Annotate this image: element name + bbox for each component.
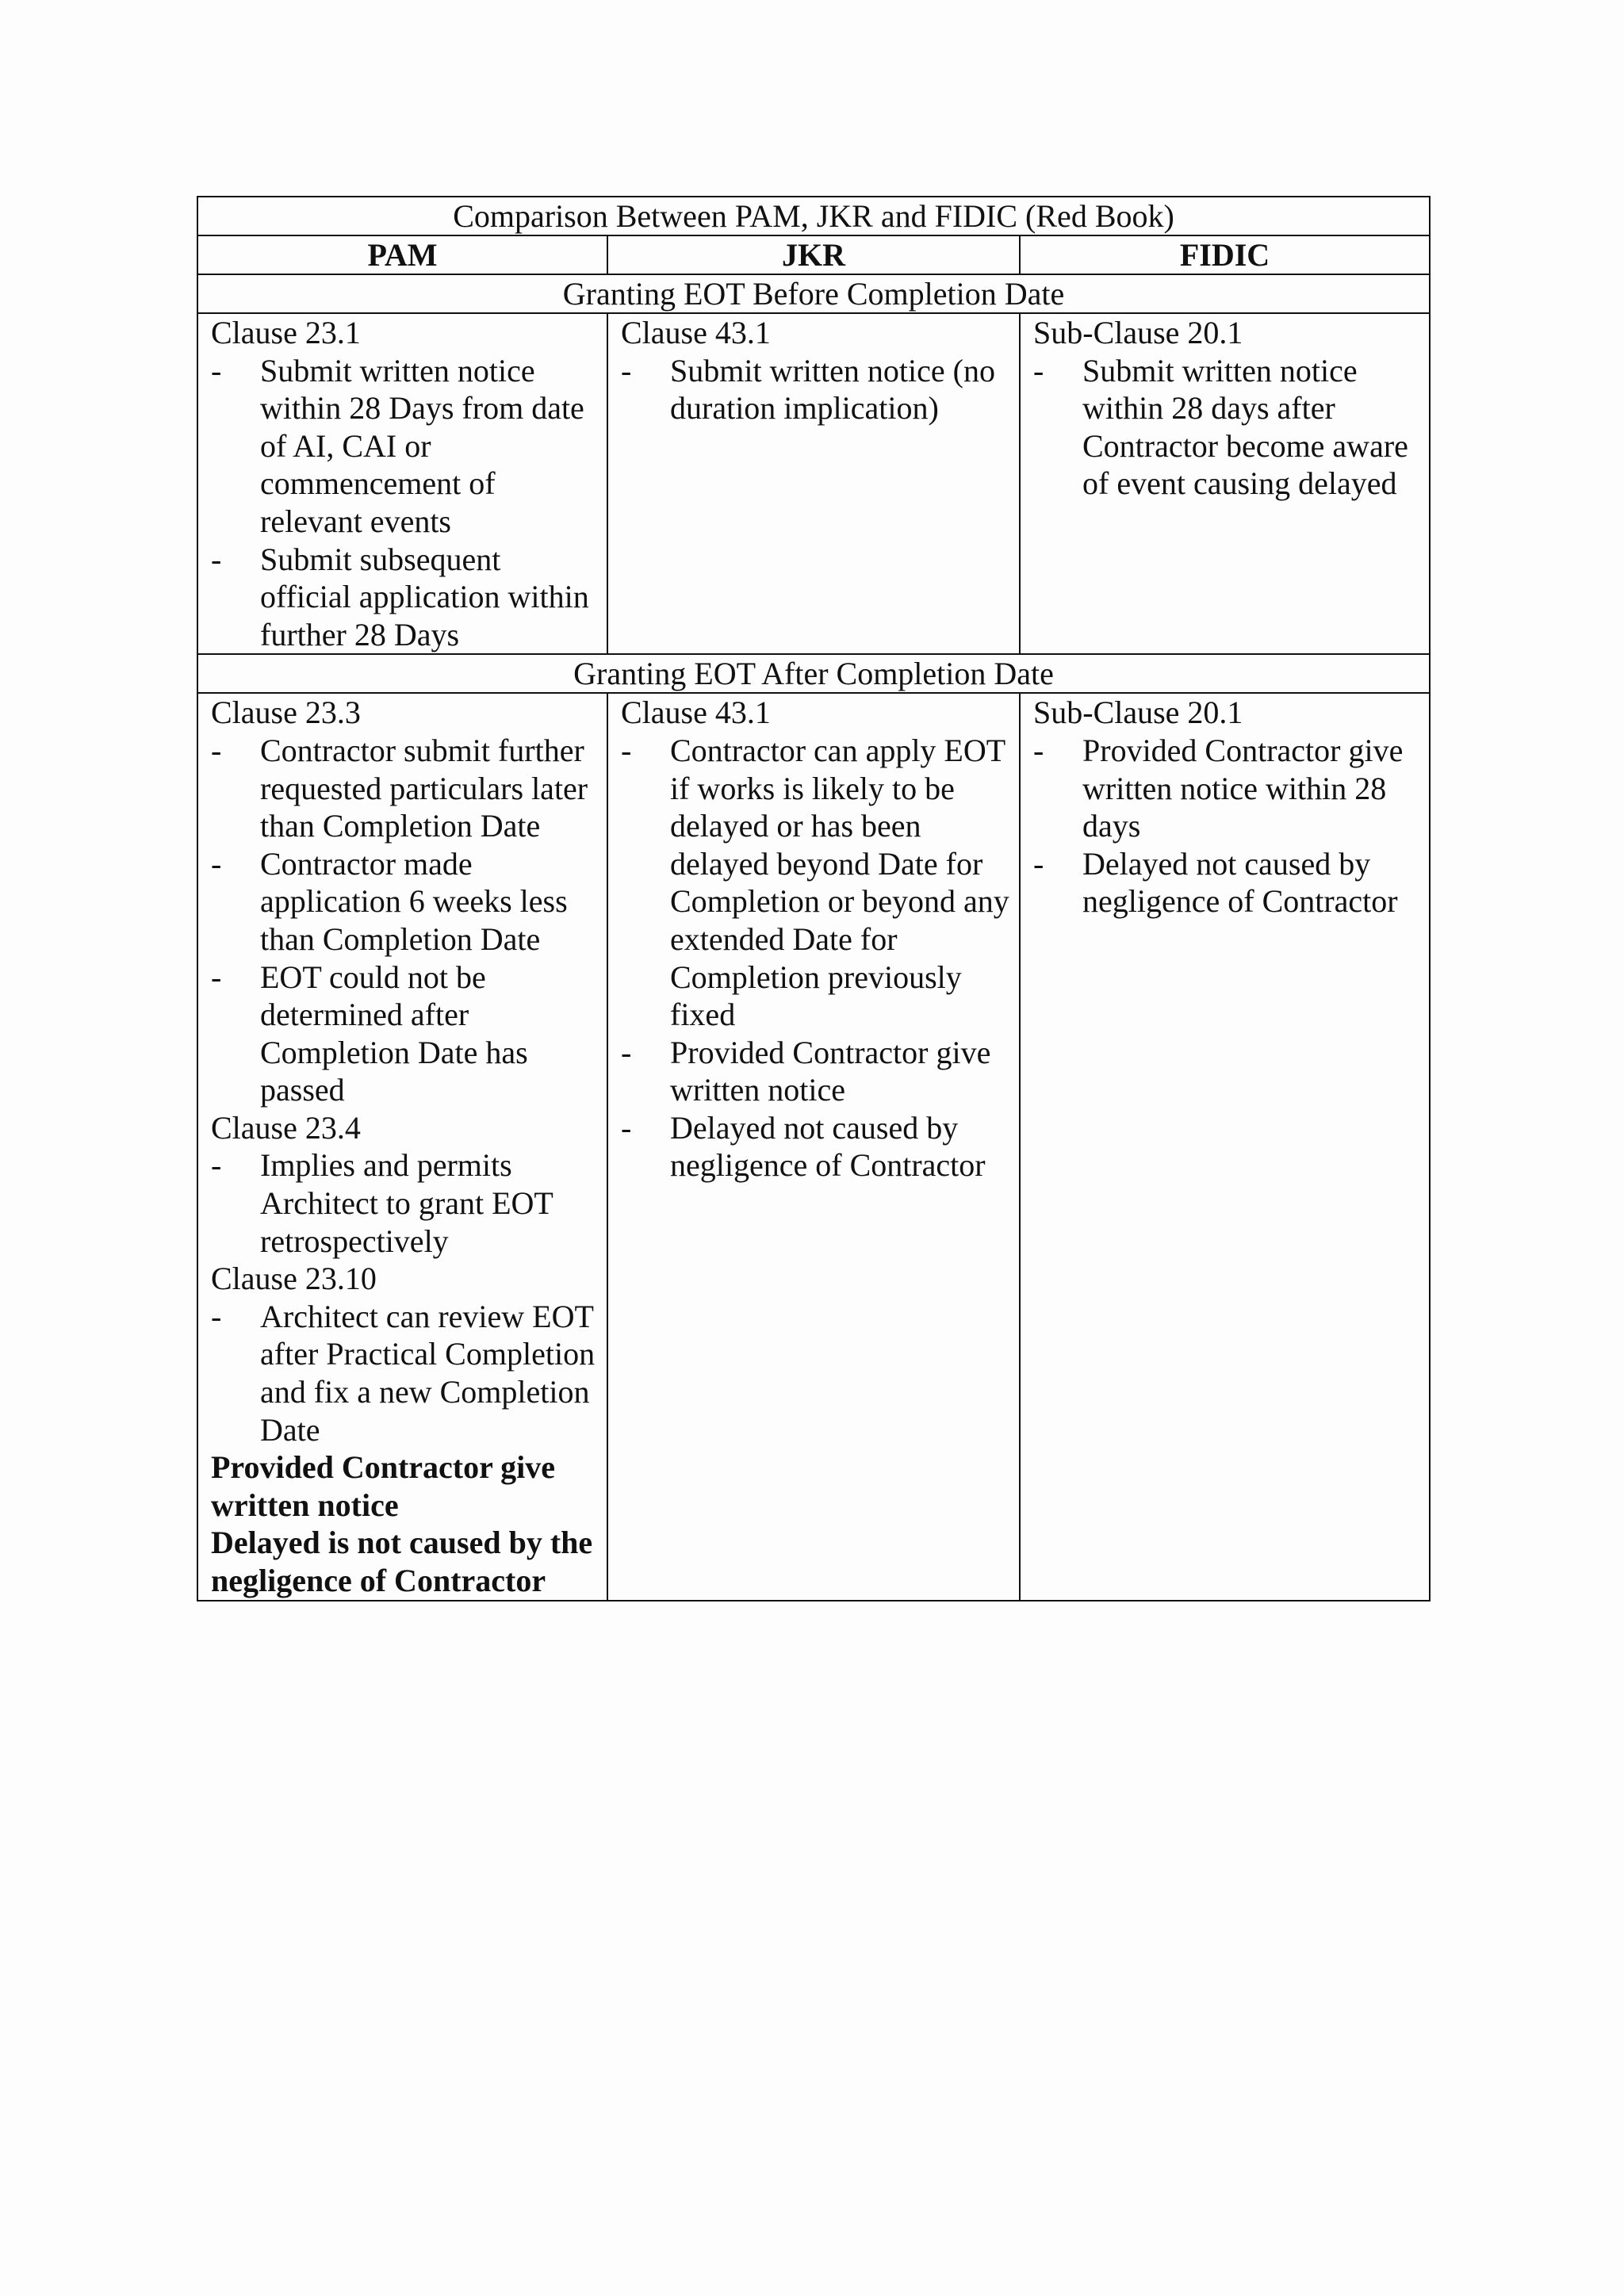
section1-title-row bbox=[197, 274, 1430, 313]
header-pam: PAM bbox=[197, 235, 607, 274]
header-jkr: JKR bbox=[607, 235, 1020, 274]
list-item: - Submit written notice within 28 days after Contractor become aware of event causing delayed bbox=[1033, 352, 1408, 502]
section-title-before-completion: Granting EOT Before Completion Date bbox=[197, 274, 1430, 313]
list-item: - Submit subsequent official application within further 28 Days bbox=[211, 541, 589, 652]
bullet-list bbox=[211, 1298, 599, 1448]
clause-label: Clause 23.1 bbox=[211, 315, 361, 350]
bullet-list bbox=[211, 1146, 599, 1260]
bullet-list bbox=[211, 732, 599, 1109]
bullet-list bbox=[211, 352, 599, 654]
list-item-text: Provided Contractor give written notice bbox=[670, 1034, 991, 1108]
list-item: - Provided Contractor give written notice within 28 days bbox=[1033, 732, 1404, 844]
bold-note: Delayed is not caused by the negligence of Contractor bbox=[211, 1525, 593, 1598]
clause-label: Clause 23.10 bbox=[211, 1261, 377, 1297]
section2-content-row bbox=[197, 693, 1430, 1600]
section1-pam-cell bbox=[197, 313, 607, 654]
list-item: - Provided Contractor give written notice bbox=[621, 1034, 991, 1108]
list-item-text: Contractor submit further requested particulars later than Completion Date bbox=[260, 732, 588, 844]
table-title: Comparison Between PAM, JKR and FIDIC (Red Book) bbox=[197, 197, 1430, 235]
list-item-text: Submit subsequent official application within further 28 Days bbox=[260, 541, 589, 652]
section2-fidic-cell bbox=[1020, 693, 1430, 1600]
list-item: - Submit written notice within 28 Days from date of AI, CAI or commencement of relevant events bbox=[211, 352, 584, 539]
list-item-text: Delayed not caused by negligence of Contractor bbox=[670, 1109, 986, 1184]
clause-label: Clause 23.3 bbox=[211, 695, 361, 731]
section1-content-row bbox=[197, 313, 1430, 654]
bullet-list bbox=[621, 732, 1011, 1184]
comparison-table bbox=[197, 196, 1431, 1601]
section2-jkr-cell bbox=[607, 693, 1020, 1600]
list-item: - Contractor made application 6 weeks less than Completion Date bbox=[211, 845, 568, 957]
clause-label: Clause 23.4 bbox=[211, 1109, 361, 1146]
list-item-text: Implies and permits Architect to grant EOT retrospectively bbox=[260, 1147, 553, 1259]
list-item-text: Submit written notice within 28 Days from date of AI, CAI or commencement of relevant events bbox=[260, 352, 584, 539]
list-item-text: Architect can review EOT after Practical Completion and fix a new Completion Date bbox=[260, 1298, 596, 1448]
list-item-text: Contractor can apply EOT if works is likely to be delayed or has been delayed beyond Date for Completion or beyond any extended Date for Completion previously fixed bbox=[670, 732, 1009, 1033]
clause-label: Clause 43.1 bbox=[621, 695, 771, 731]
bold-note: Provided Contractor give written notice bbox=[211, 1449, 556, 1523]
clause-label: Clause 43.1 bbox=[621, 315, 771, 350]
title-row bbox=[197, 197, 1430, 235]
list-item: - Contractor submit further requested particulars later than Completion Date bbox=[211, 732, 588, 844]
bullet-list bbox=[1033, 732, 1421, 920]
list-item: - Submit written notice (no duration implication) bbox=[621, 352, 995, 427]
list-item-text: Submit written notice within 28 days after Contractor become aware of event causing delayed bbox=[1082, 352, 1408, 502]
list-item-text: Submit written notice (no duration implication) bbox=[670, 352, 995, 427]
list-item: - Implies and permits Architect to grant EOT retrospectively bbox=[211, 1147, 553, 1259]
header-fidic: FIDIC bbox=[1020, 235, 1430, 274]
section2-pam-cell bbox=[197, 693, 607, 1600]
section-title-after-completion: Granting EOT After Completion Date bbox=[197, 654, 1430, 693]
section2-title-row bbox=[197, 654, 1430, 693]
list-item-text: EOT could not be determined after Completion Date has passed bbox=[260, 959, 528, 1108]
clause-label: Sub-Clause 20.1 bbox=[1033, 695, 1243, 731]
list-item: - Contractor can apply EOT if works is likely to be delayed or has been delayed beyond Date for Completion or beyond any extended Date for Completion previously fixed bbox=[621, 732, 1009, 1033]
list-item: - Delayed not caused by negligence of Contractor bbox=[1033, 845, 1398, 920]
section1-jkr-cell bbox=[607, 313, 1020, 654]
list-item: - EOT could not be determined after Completion Date has passed bbox=[211, 959, 528, 1108]
header-row bbox=[197, 235, 1430, 274]
list-item-text: Provided Contractor give written notice within 28 days bbox=[1082, 732, 1404, 844]
clause-label: Sub-Clause 20.1 bbox=[1033, 315, 1243, 350]
list-item-text: Delayed not caused by negligence of Contractor bbox=[1082, 845, 1398, 920]
list-item: - Delayed not caused by negligence of Contractor bbox=[621, 1109, 986, 1184]
section1-fidic-cell bbox=[1020, 313, 1430, 654]
bullet-list bbox=[621, 352, 1011, 427]
list-item: - Architect can review EOT after Practical Completion and fix a new Completion Date bbox=[211, 1298, 596, 1448]
list-item-text: Contractor made application 6 weeks less than Completion Date bbox=[260, 845, 568, 957]
bullet-list bbox=[1033, 352, 1421, 503]
